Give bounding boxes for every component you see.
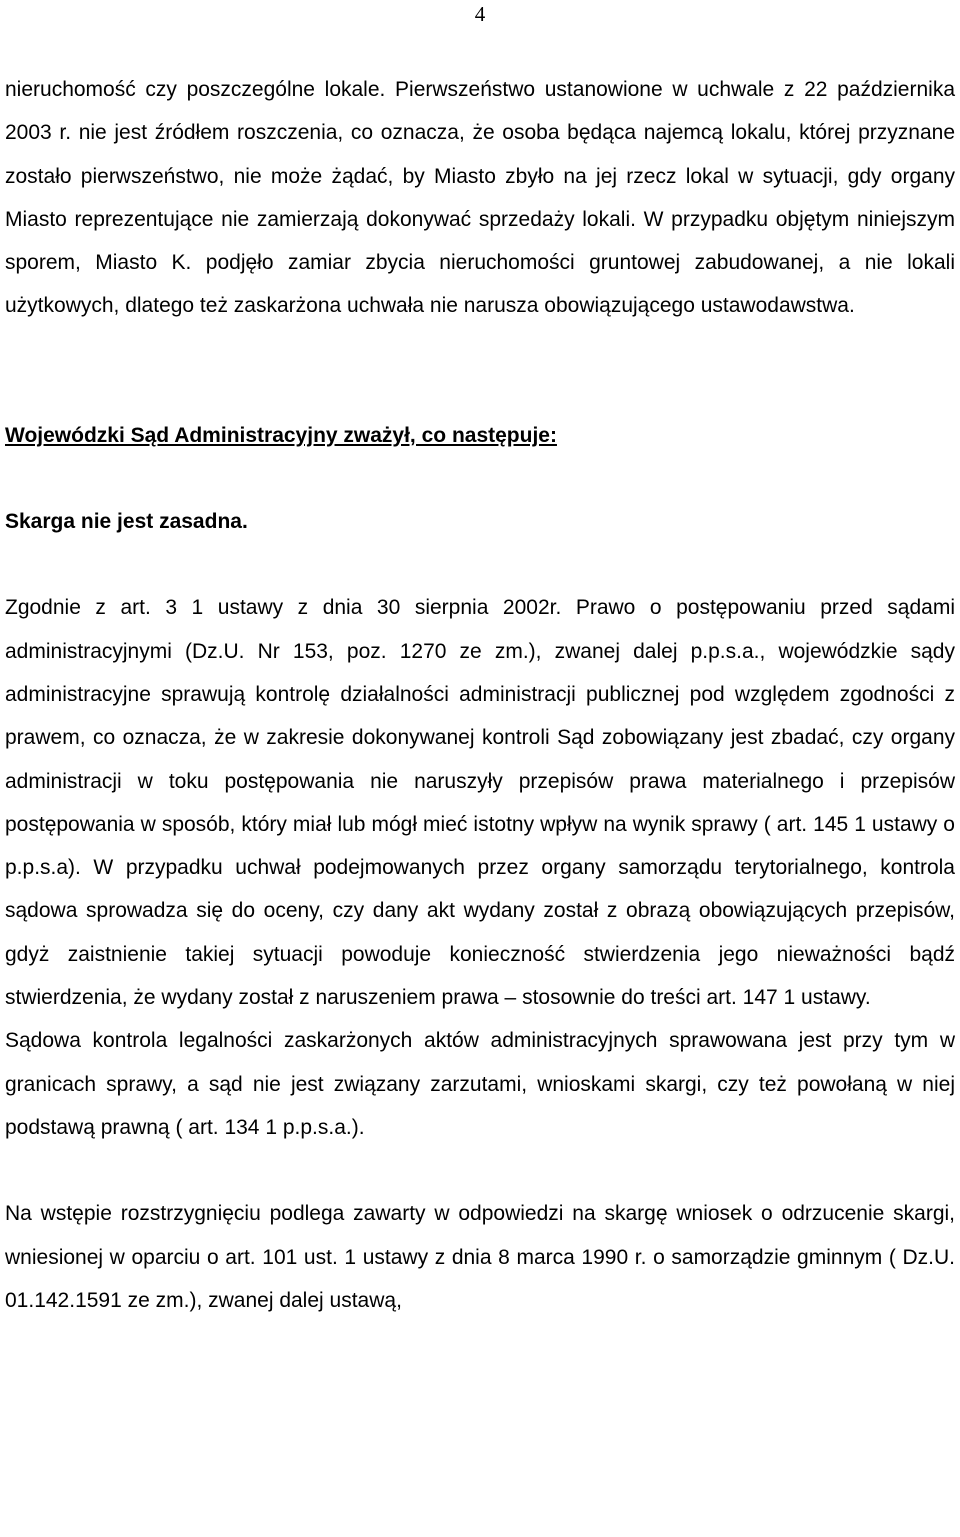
paragraph-rejection-motion: Na wstępie rozstrzygnięciu podlega zawarty w odpowiedzi na skargę wniosek o odrzucenie skargi, wniesionej w oparciu o art. 101 ust. 1 ustawy z dnia 8 marca 1990 r. o samorządzie gminnym ( Dz.U. 01.142.1591 ze zm.), zwanej dalej ustawą, — [5, 1202, 955, 1312]
court-considerations-heading: Wojewódzki Sąd Administracyjny zważył, co następuje: — [5, 423, 557, 447]
paragraph-property-sale: nieruchomość czy poszczególne lokale. Pierwszeństwo ustanowione w uchwale z 22 października 2003 r. nie jest źródłem roszczenia, co oznacza, że osoba będąca najemcą lokalu, której przyznane zostało pierwszeństwo, nie może żądać, by Miasto zbyło na jej rzecz lokal w sytuacji, gdy organy Miasto reprezentujące nie zamierzają dokonywać sprzedaży lokali. W przypadku objętym niniejszym sporem, Miasto K. podjęło zamiar zbycia nieruchomości gruntowej zabudowanej, a nie lokali użytkowych, dlatego też zaskarżona uchwała nie narusza obowiązującego ustawodawstwa. — [5, 78, 955, 318]
verdict-statement: Skarga nie jest zasadna. — [5, 510, 248, 534]
paragraph-court-jurisdiction: Zgodnie z art. 3 1 ustawy z dnia 30 sierpnia 2002r. Prawo o postępowaniu przed sądami administracyjnymi (Dz.U. Nr 153, poz. 1270 ze zm.), zwanej dalej p.p.s.a., wojewódzkie sądy administracyjne sprawują kontrolę działalności administracji publicznej pod względem zgodności z prawem, co oznacza, że w zakresie dokonywanej kontroli Sąd zobowiązany jest zbadać, czy organy administracji w toku postępowania nie naruszyły przepisów prawa materialnego i przepisów postępowania w sposób, który miał lub mógł mieć istotny wpływ na wynik sprawy ( art. 145 1 ustawy o p.p.s.a). W przypadku uchwał podejmowanych przez organy samorządu terytorialnego, kontrola sądowa sprowadza się do oceny, czy dany akt wydany został z obrazą obowiązujących przepisów, gdyż zaistnienie takiej sytuacji powoduje konieczność stwierdzenia jego nieważności bądź stwierdzenia, że wydany został z naruszeniem prawa – stosownie do treści art. 147 1 ustawy. — [5, 596, 955, 1010]
paragraph-judicial-review-scope: Sądowa kontrola legalności zaskarżonych aktów administracyjnych sprawowana jest przy tym w granicach sprawy, a sąd nie jest związany zarzutami, wnioskami skargi, czy też powołaną w niej podstawą prawną ( art. 134 1 p.p.s.a.). — [5, 1029, 955, 1139]
page-number: 4 — [474, 2, 486, 26]
document-body — [5, 68, 955, 1322]
